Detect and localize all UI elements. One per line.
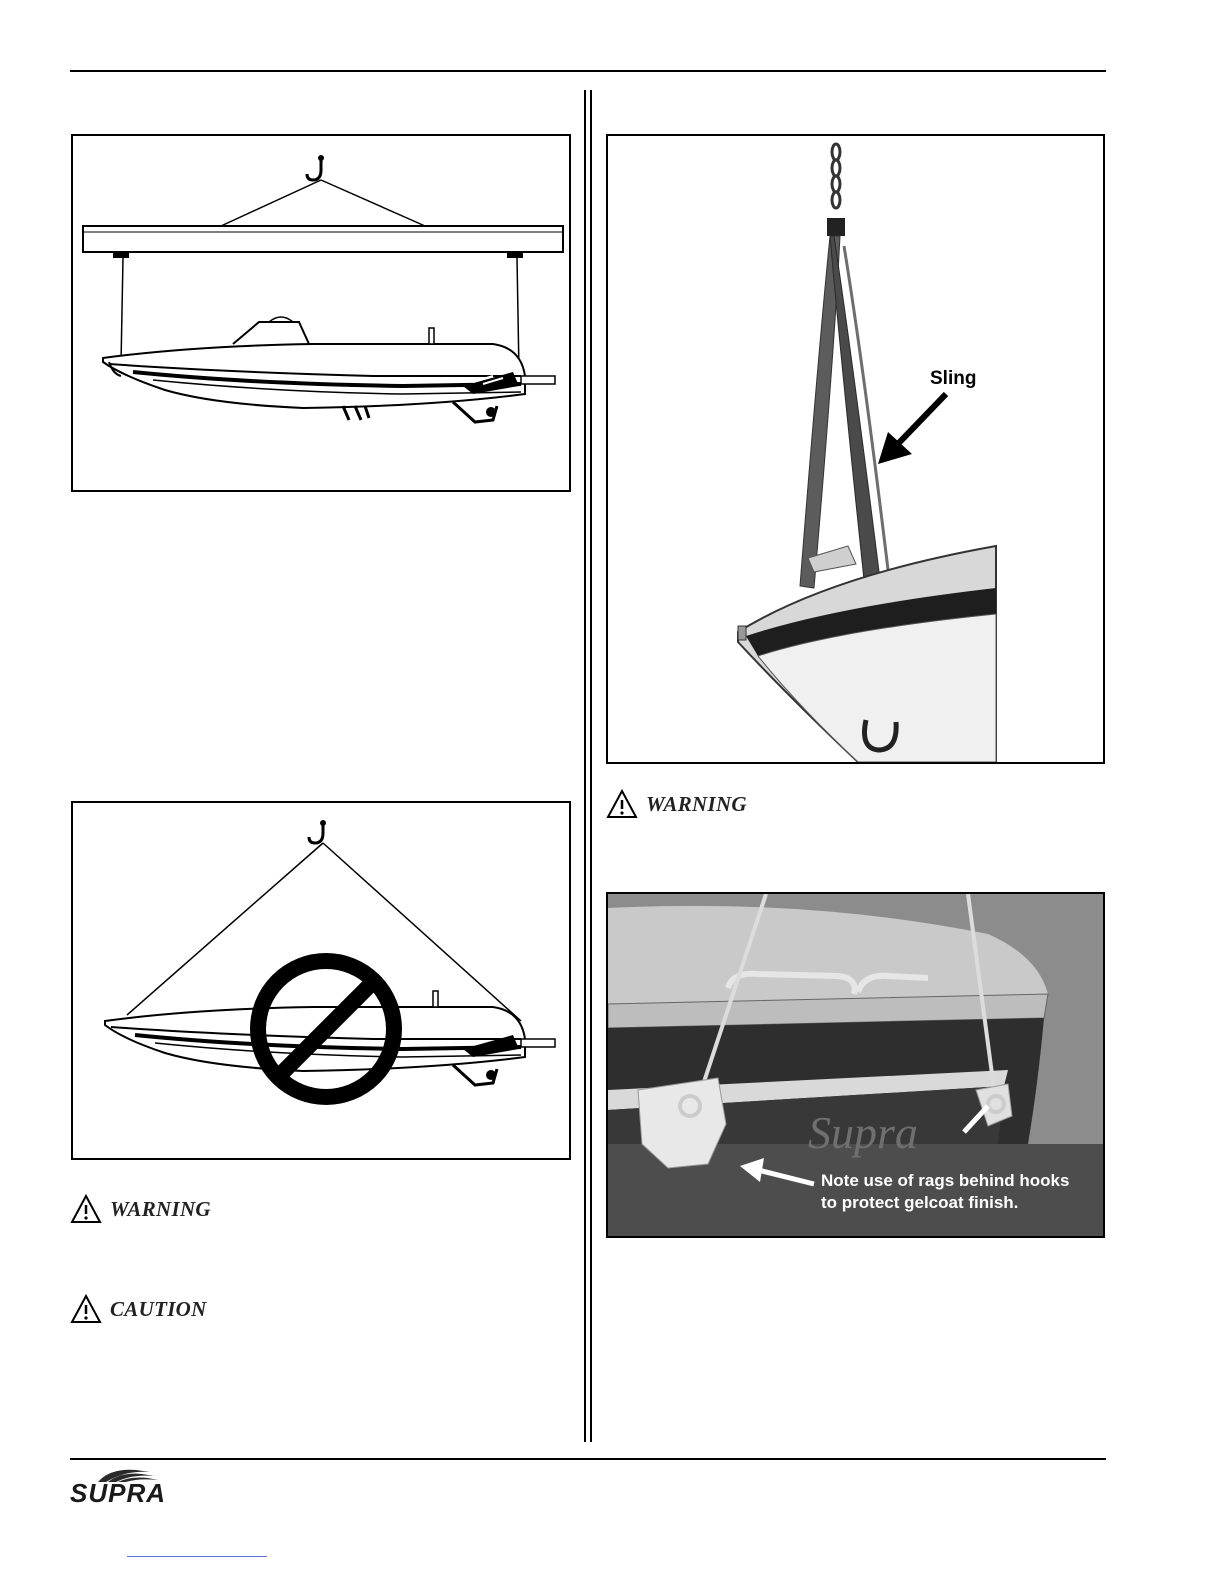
right-warning-notice bbox=[606, 789, 747, 819]
figure-stern-hooks-rags bbox=[606, 892, 1105, 1238]
figure-spreader-bar-lift bbox=[71, 134, 571, 492]
figure-incorrect-lift bbox=[71, 801, 571, 1160]
left-caution-label: CAUTION bbox=[110, 1296, 207, 1321]
supra-logo-text: SUPRA bbox=[70, 1478, 167, 1508]
boat-decal-script: Supra bbox=[808, 1107, 918, 1158]
column-divider-right bbox=[590, 90, 592, 1442]
figure-sling-lift bbox=[606, 134, 1105, 764]
left-caution-notice bbox=[70, 1294, 207, 1324]
footer-link-underline[interactable] bbox=[127, 1556, 267, 1557]
header-rule bbox=[70, 70, 1106, 72]
rags-note-line2: to protect gelcoat finish. bbox=[821, 1193, 1019, 1212]
rags-note-line1: Note use of rags behind hooks bbox=[821, 1171, 1070, 1190]
left-warning-label: WARNING bbox=[110, 1196, 211, 1221]
sling-bow-photo bbox=[608, 136, 1103, 762]
warning-triangle-icon bbox=[70, 1194, 102, 1224]
right-warning-label: WARNING bbox=[646, 791, 747, 816]
footer-rule bbox=[70, 1458, 1106, 1460]
left-warning-notice bbox=[70, 1194, 211, 1224]
prohibited-lift-illustration bbox=[73, 803, 569, 1158]
spreader-bar-boat-illustration bbox=[73, 136, 569, 490]
supra-logo bbox=[70, 1466, 190, 1506]
caution-triangle-icon bbox=[70, 1294, 102, 1324]
warning-triangle-icon bbox=[606, 789, 638, 819]
sling-label: Sling bbox=[930, 368, 977, 389]
column-divider-left bbox=[584, 90, 586, 1442]
